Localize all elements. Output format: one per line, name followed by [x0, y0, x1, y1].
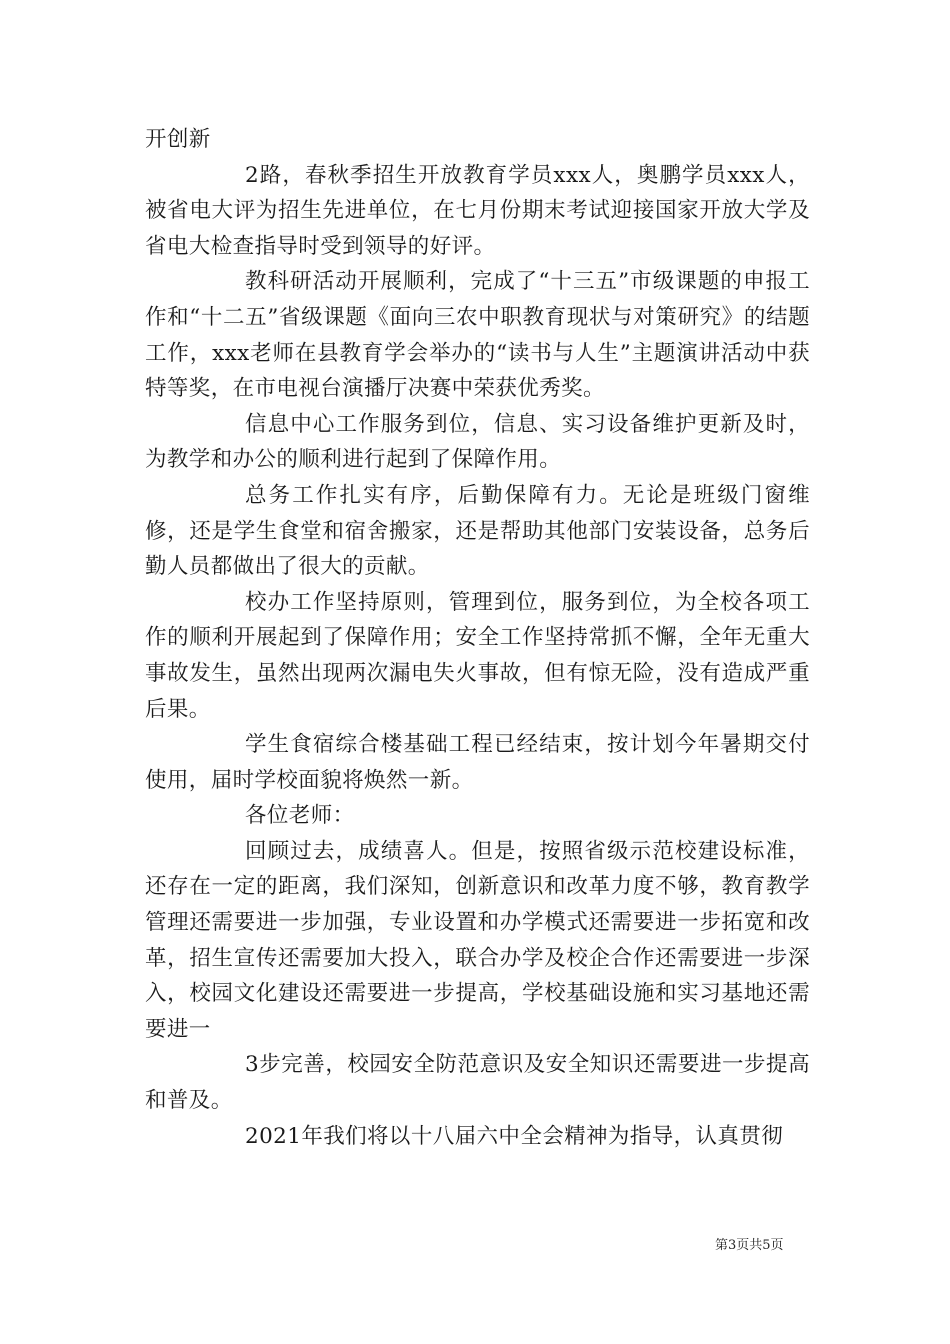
paragraph-1: 开创新 [145, 127, 211, 152]
paragraph-8-salutation: 各位老师： [245, 803, 355, 829]
paragraph-11: 2021年我们将以十八届六中全会精神为指导，认真贯彻 [245, 1123, 784, 1149]
page-number-footer: 第3页共5页 [715, 1238, 784, 1253]
paragraph-2: 2路，春秋季招生开放教育学员xxx人，奥鹏学员xxx人，被省电大评为招生先进单位，在七月份期末考试迎接国家开放大学及省电大检查指导时受到领导的好评。 [145, 162, 810, 259]
paragraph-10: 3步完善，校园安全防范意识及安全知识还需要进一步提高和普及。 [145, 1052, 810, 1114]
paragraph-6: 校办工作坚持原则，管理到位，服务到位，为全校各项工作的顺利开展起到了保障作用；安全工作坚持常抓不懈，全年无重大事故发生，虽然出现两次漏电失火事故，但有惊无险，没有造成严重后果。 [145, 589, 810, 722]
document-body [145, 122, 810, 1154]
paragraph-9: 回顾过去，成绩喜人。但是，按照省级示范校建设标准，还存在一定的距离，我们深知，创新意识和改革力度不够，教育教学管理还需要进一步加强，专业设置和办学模式还需要进一步拓宽和改革，招生宣传还需要加大投入，联合办学及校企合作还需要进一步深入，校园文化建设还需要进一步提高，学校基础设施和实习基地还需要进一 [145, 838, 810, 1042]
paragraph-5: 总务工作扎实有序，后勤保障有力。无论是班级门窗维修，还是学生食堂和宿舍搬家，还是帮助其他部门安装设备，总务后勤人员都做出了很大的贡献。 [145, 482, 810, 580]
paragraph-7: 学生食宿综合楼基础工程已经结束，按计划今年暑期交付使用，届时学校面貌将焕然一新。 [145, 732, 810, 793]
paragraph-4: 信息中心工作服务到位，信息、实习设备维护更新及时，为教学和办公的顺利进行起到了保障作用。 [145, 411, 810, 473]
paragraph-3: 教科研活动开展顺利，完成了“十三五”市级课题的申报工作和“十二五”省级课题《面向三农中职教育现状与对策研究》的结题工作，xxx老师在县教育学会举办的“读书与人生”主题演讲活动中获特等奖，在市电视台演播厅决赛中荣获优秀奖。 [145, 269, 810, 402]
